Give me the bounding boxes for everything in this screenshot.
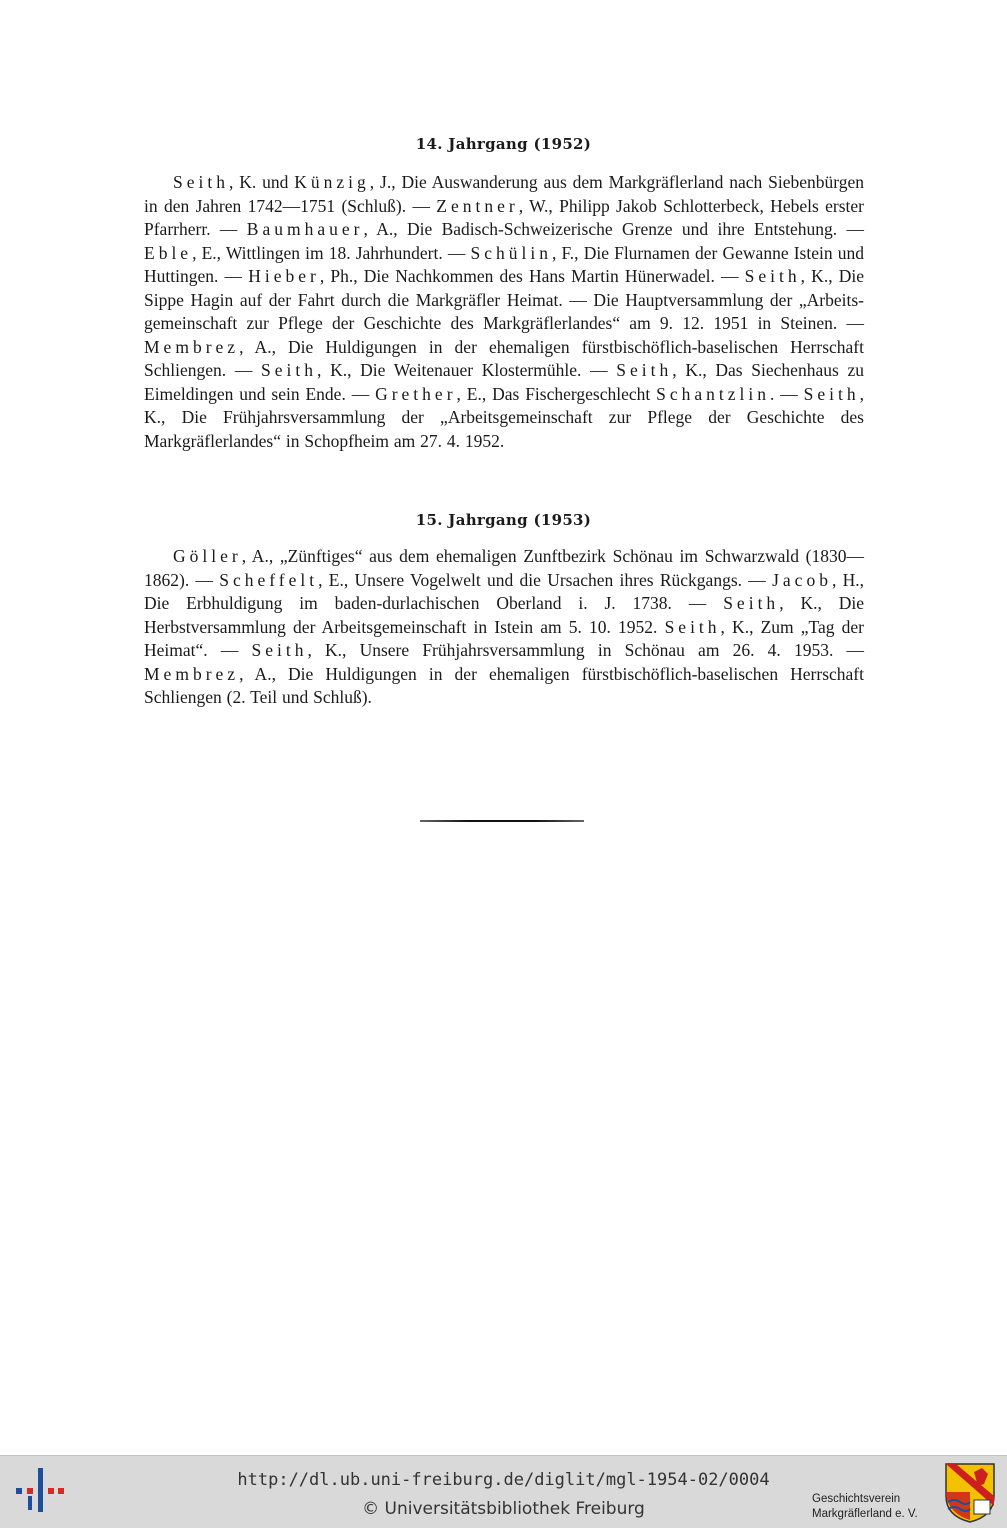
citation-text: , A., Die Badisch-Schweizerische Grenze und ihre Entstehung. — xyxy=(363,219,864,239)
author-name: Seith xyxy=(261,360,318,380)
author-name: Seith xyxy=(723,593,780,613)
citation-text: , A., „Zünftiges“ aus dem ehemaligen Zunftbezirk Schönau im Schwarzwald (1830—1862). — xyxy=(144,546,864,590)
author-name: Schantzlin xyxy=(656,383,770,404)
citation-text: , E., Das Fischergeschlecht xyxy=(456,383,657,404)
author-name: Seith xyxy=(616,360,673,380)
author-name: Jacob xyxy=(772,569,832,590)
society-name-line1: Geschichtsverein xyxy=(812,1493,901,1505)
section-paragraph-1953 xyxy=(144,545,864,710)
author-name: Göller xyxy=(173,546,242,566)
citation-text: , K., Zum „Tag der Heimat“. — xyxy=(144,616,864,660)
author-name: Scheffelt xyxy=(219,569,319,590)
citation-text: , K., Das Siechenhaus zu Eimeldingen und sein Ende. — xyxy=(144,360,864,404)
society-name-line2: Markgräflerland e. V. xyxy=(812,1508,918,1520)
author-name: Seith xyxy=(173,172,229,192)
citation-text: , E., Wittlingen im 18. Jahrhundert. — xyxy=(192,242,471,263)
citation-text: , H., Die Erbhuldigung im baden-durlachischen Oberland i. J. 1738. — xyxy=(144,569,865,613)
citation-text: , K., Die Frühjahrsversammlung der „Arbeitsgemeinschaft zur Pflege der Geschichte des Markgräflerlandes“ in Schopfheim am 27. 4. 1952. xyxy=(144,383,864,451)
citation-text: , A., Die Huldigungen in der ehemaligen fürstbischöflich-baselischen Herrschaft Schliengen. — xyxy=(144,336,864,380)
author-name: Seith xyxy=(251,640,308,660)
copyright-notice: © Universitätsbibliothek Freiburg xyxy=(362,1499,645,1519)
author-name: Membrez xyxy=(144,663,240,684)
citation-text: . — xyxy=(770,383,804,404)
author-name: Hieber xyxy=(248,266,320,286)
end-rule xyxy=(420,820,584,822)
section-paragraph-1952 xyxy=(144,171,864,453)
society-crest-icon[interactable] xyxy=(944,1462,996,1524)
citation-text: , F., Die Flurnamen der Gewanne Istein und Huttingen. — xyxy=(144,242,864,286)
author-name: Seith xyxy=(664,616,721,637)
author-name: Seith xyxy=(803,383,860,404)
author-name: Seith xyxy=(744,266,801,286)
citation-text: , K., Die Sippe Hagin auf der Fahrt durch die Markgräfler Heimat. — Die Hauptversammlung der „Arbeitsgemeinschaft zur Pflege der Geschichte des Markgräflerlandes“ am 9. 12. 1951 in Steinen. — xyxy=(144,266,864,333)
citation-text: , K., Die Herbstversammlung der Arbeitsgemeinschaft in Istein am 5. 10. 1952. xyxy=(144,593,864,637)
author-name: Membrez xyxy=(144,336,240,357)
author-name: Künzig xyxy=(294,172,370,192)
author-name: Schülin xyxy=(470,242,552,263)
citation-text: , W., Philipp Jakob Schlotterbeck, Hebels erster Pfarrherr. — xyxy=(144,195,864,239)
citation-text: , A., Die Huldigungen in der ehemaligen fürstbischöflich-baselischen Herrschaft Schliengen (2. Teil und Schluß). xyxy=(144,663,864,707)
footer-bar xyxy=(0,1455,1007,1528)
author-name: Grether xyxy=(375,383,457,404)
citation-text: , Ph., Die Nachkommen des Hans Martin Hünerwadel. — xyxy=(319,266,745,286)
section-heading-1953: 15. Jahrgang (1953) xyxy=(415,511,592,529)
author-name: Eble xyxy=(144,242,193,263)
author-name: Zentner xyxy=(436,195,519,216)
citation-text: , K., Die Weitenauer Klostermühle. — xyxy=(317,360,617,380)
citation-text: , K., Unsere Frühjahrsversammlung in Schönau am 26. 4. 1953. — xyxy=(307,640,864,660)
permalink-url[interactable]: http://dl.ub.uni-freiburg.de/diglit/mgl-1954-02/0004 xyxy=(237,1470,770,1490)
author-name: Baumhauer xyxy=(246,219,364,239)
citation-text: , J., Die Auswanderung aus dem Markgräflerland nach Siebenbürgen in den Jahren 1742—1751 (Schluß). — xyxy=(144,172,865,216)
section-heading-1952: 14. Jahrgang (1952) xyxy=(415,135,592,153)
citation-text: , E., Unsere Vogelwelt und die Ursachen ihres Rückgangs. — xyxy=(318,569,773,590)
citation-text: , K. und xyxy=(228,172,295,192)
society-name xyxy=(812,1492,942,1522)
